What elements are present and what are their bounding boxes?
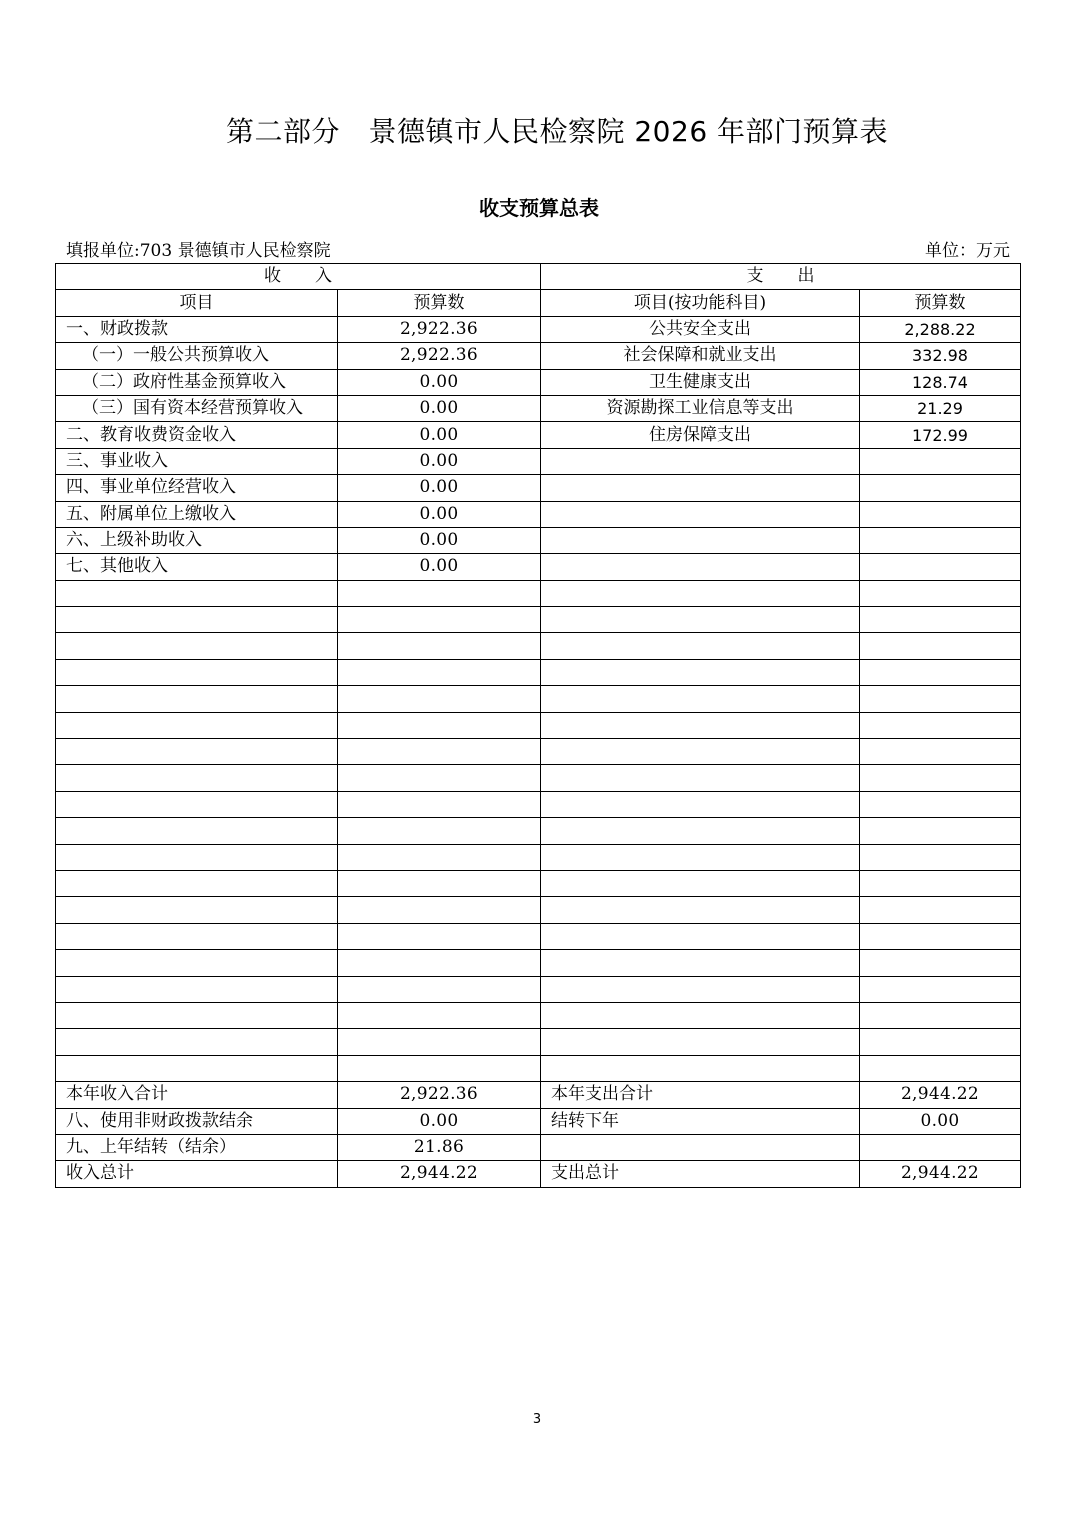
income-amount-cell: 2,922.36 — [338, 1082, 541, 1108]
table-row — [56, 422, 1021, 448]
expense-item-cell — [541, 448, 860, 474]
table-title: 收支预算总表 — [479, 196, 599, 220]
total-row — [56, 1134, 1021, 1160]
expense-item-cell — [541, 554, 860, 580]
expense-item-cell: 卫生健康支出 — [541, 369, 860, 395]
filler-unit-label: 填报单位:703 景德镇市人民检察院 — [66, 241, 331, 261]
empty-row — [56, 739, 1021, 765]
expense-item-header: 项目(按功能科目) — [541, 290, 860, 316]
empty-row — [56, 607, 1021, 633]
expense-item-cell — [541, 501, 860, 527]
income-amount-cell: 0.00 — [338, 422, 541, 448]
expense-amount-cell: 2,944.22 — [860, 1082, 1021, 1108]
empty-row — [56, 791, 1021, 817]
income-item-cell: 四、事业单位经营收入 — [56, 475, 338, 501]
income-item-cell: 一、财政拨款 — [56, 316, 338, 342]
expense-amount-cell: 2,944.22 — [860, 1161, 1021, 1187]
income-item-header: 项目 — [56, 290, 338, 316]
expense-amount-cell — [860, 501, 1021, 527]
expense-item-cell — [541, 1134, 860, 1160]
empty-row — [56, 1029, 1021, 1055]
income-amount-cell: 0.00 — [338, 395, 541, 421]
expense-amount-cell: 332.98 — [860, 343, 1021, 369]
expense-item-cell: 支出总计 — [541, 1161, 860, 1187]
expense-amount-cell — [860, 1134, 1021, 1160]
budget-summary-table — [55, 263, 1021, 1188]
expense-amount-cell — [860, 475, 1021, 501]
empty-row — [56, 686, 1021, 712]
income-group-header: 收 入 — [56, 264, 541, 290]
income-item-cell: 本年收入合计 — [56, 1082, 338, 1108]
expense-amount-cell — [860, 527, 1021, 553]
empty-row — [56, 633, 1021, 659]
income-amount-cell: 2,922.36 — [338, 343, 541, 369]
table-row — [56, 316, 1021, 342]
expense-item-cell: 本年支出合计 — [541, 1082, 860, 1108]
income-amount-cell: 0.00 — [338, 448, 541, 474]
expense-item-cell: 社会保障和就业支出 — [541, 343, 860, 369]
document-title: 第二部分 景德镇市人民检察院 2026 年部门预算表 — [225, 115, 889, 148]
table-row — [56, 475, 1021, 501]
expense-amount-header: 预算数 — [860, 290, 1021, 316]
total-row — [56, 1082, 1021, 1108]
income-item-cell: （一）一般公共预算收入 — [56, 343, 338, 369]
income-amount-cell: 21.86 — [338, 1134, 541, 1160]
grand-total-row — [56, 1161, 1021, 1187]
empty-row — [56, 818, 1021, 844]
column-header-row — [56, 290, 1021, 316]
page-number: 3 — [532, 1412, 542, 1427]
currency-unit-label: 单位：万元 — [925, 241, 1010, 261]
income-item-cell: （二）政府性基金预算收入 — [56, 369, 338, 395]
table-row — [56, 395, 1021, 421]
income-amount-cell: 0.00 — [338, 527, 541, 553]
expense-item-cell: 公共安全支出 — [541, 316, 860, 342]
income-item-cell: 八、使用非财政拨款结余 — [56, 1108, 338, 1134]
income-item-cell: （三）国有资本经营预算收入 — [56, 395, 338, 421]
income-amount-cell: 0.00 — [338, 369, 541, 395]
income-item-cell: 五、附属单位上缴收入 — [56, 501, 338, 527]
empty-row — [56, 870, 1021, 896]
expense-amount-cell: 0.00 — [860, 1108, 1021, 1134]
expense-item-cell: 资源勘探工业信息等支出 — [541, 395, 860, 421]
expense-amount-cell: 2,288.22 — [860, 316, 1021, 342]
expense-item-cell — [541, 527, 860, 553]
income-item-cell: 九、上年结转（结余） — [56, 1134, 338, 1160]
expense-item-cell: 结转下年 — [541, 1108, 860, 1134]
table-row — [56, 527, 1021, 553]
table-row — [56, 448, 1021, 474]
income-amount-cell: 2,922.36 — [338, 316, 541, 342]
income-item-cell: 收入总计 — [56, 1161, 338, 1187]
empty-row — [56, 1055, 1021, 1081]
table-row — [56, 554, 1021, 580]
income-amount-cell: 0.00 — [338, 1108, 541, 1134]
empty-row — [56, 580, 1021, 606]
income-item-cell: 六、上级补助收入 — [56, 527, 338, 553]
table-row — [56, 343, 1021, 369]
table-row — [56, 369, 1021, 395]
expense-group-header: 支 出 — [541, 264, 1021, 290]
income-item-cell: 七、其他收入 — [56, 554, 338, 580]
income-amount-cell: 0.00 — [338, 501, 541, 527]
empty-row — [56, 844, 1021, 870]
income-amount-cell: 0.00 — [338, 475, 541, 501]
expense-amount-cell: 128.74 — [860, 369, 1021, 395]
group-header-row — [56, 264, 1021, 290]
expense-item-cell — [541, 475, 860, 501]
expense-amount-cell — [860, 448, 1021, 474]
empty-row — [56, 659, 1021, 685]
empty-row — [56, 897, 1021, 923]
income-item-cell: 二、教育收费资金收入 — [56, 422, 338, 448]
income-amount-header: 预算数 — [338, 290, 541, 316]
expense-amount-cell — [860, 554, 1021, 580]
empty-row — [56, 923, 1021, 949]
empty-row — [56, 712, 1021, 738]
income-amount-cell: 0.00 — [338, 554, 541, 580]
table-row — [56, 501, 1021, 527]
empty-row — [56, 1002, 1021, 1028]
expense-amount-cell: 21.29 — [860, 395, 1021, 421]
income-amount-cell: 2,944.22 — [338, 1161, 541, 1187]
empty-row — [56, 976, 1021, 1002]
expense-amount-cell: 172.99 — [860, 422, 1021, 448]
empty-row — [56, 765, 1021, 791]
expense-item-cell: 住房保障支出 — [541, 422, 860, 448]
empty-row — [56, 950, 1021, 976]
income-item-cell: 三、事业收入 — [56, 448, 338, 474]
total-row — [56, 1108, 1021, 1134]
